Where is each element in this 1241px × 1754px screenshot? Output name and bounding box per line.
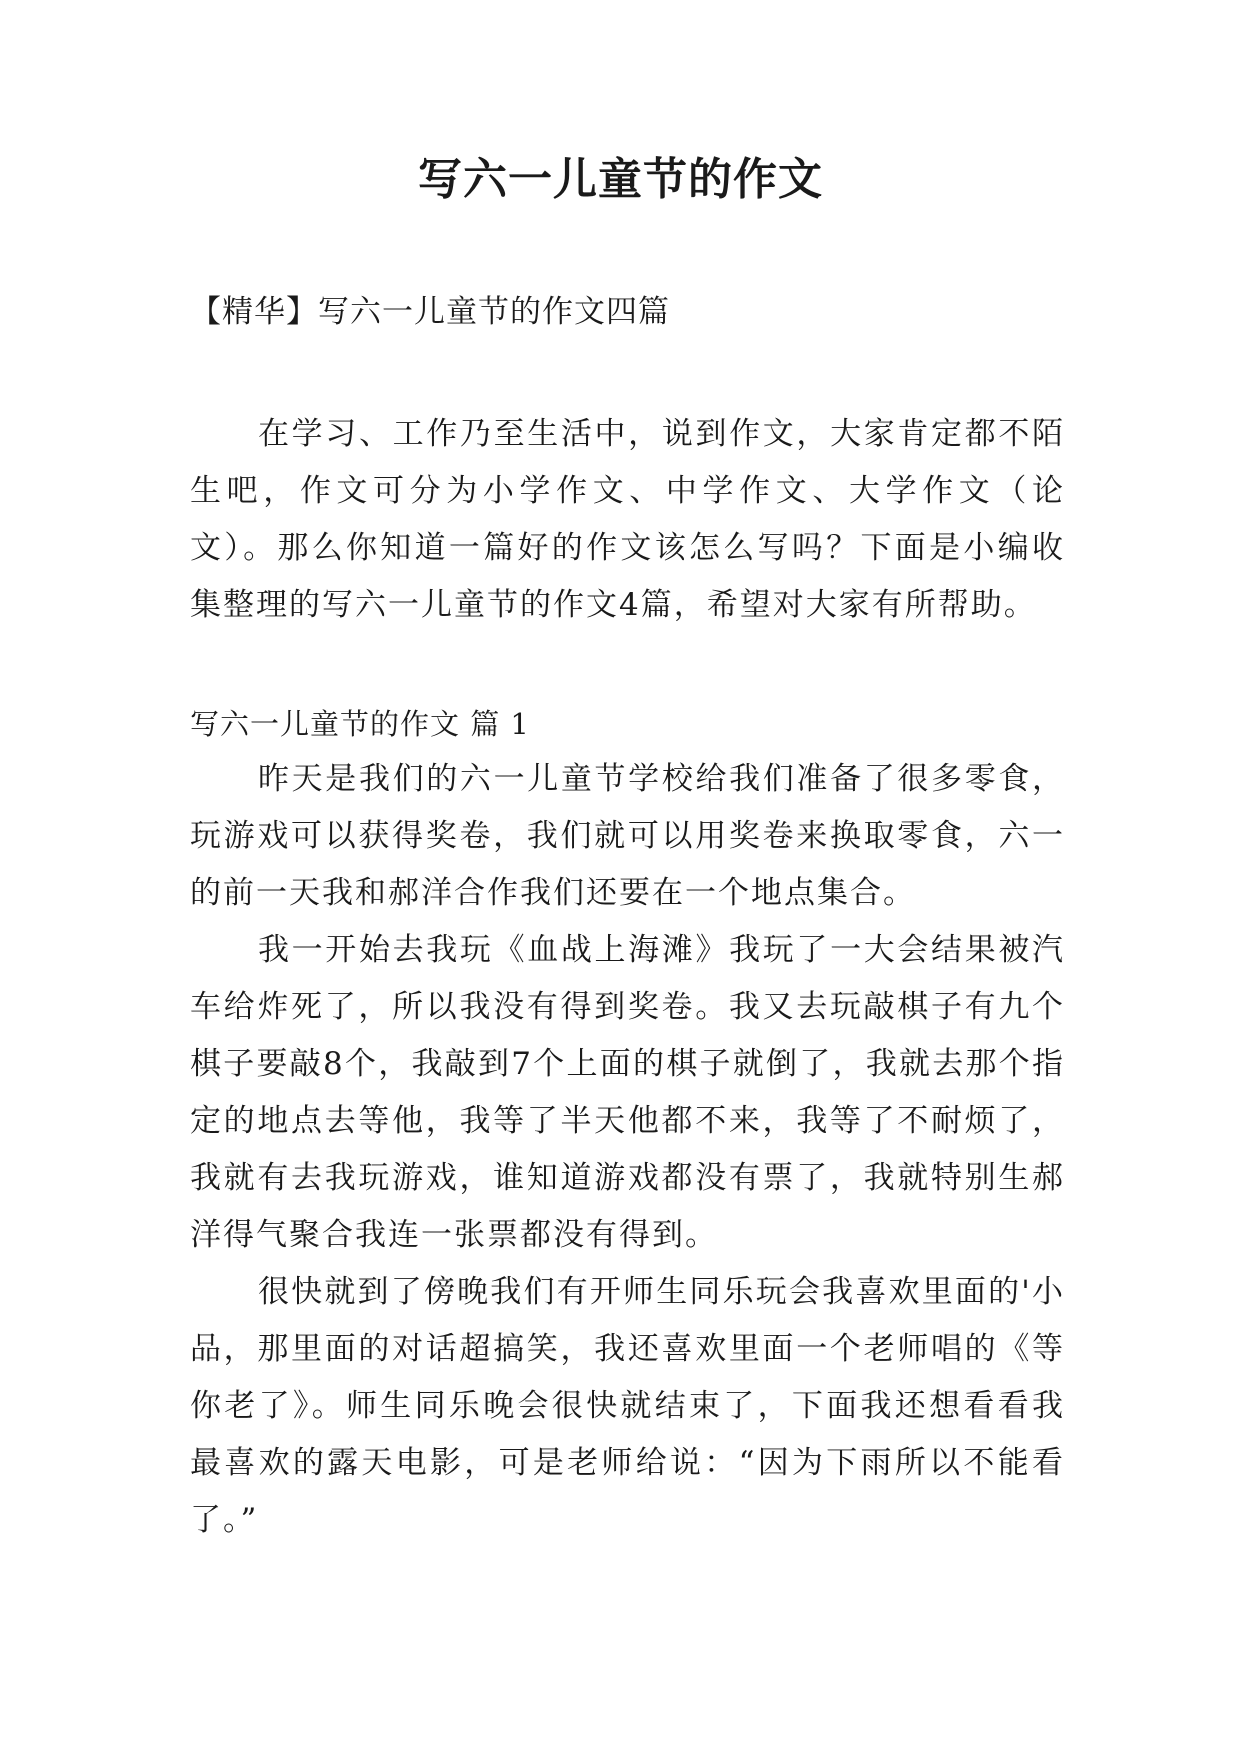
document-subtitle: 【精华】写六一儿童节的作文四篇 [190,294,670,330]
body-paragraph-3: 很快就到了傍晚我们有开师生同乐玩会我喜欢里面的'小品，那里面的对话超搞笑，我还喜欢里面一个老师唱的《等你老了》。师生同乐晚会很快就结束了，下面我还想看看我最喜欢的露天电影，可是老师给说：“因为下雨所以不能看了。” [190,1274,1065,1538]
section-heading: 写六一儿童节的作文 篇 1 [190,707,530,741]
body-paragraph-2: 我一开始去我玩《血战上海滩》我玩了一大会结果被汽车给炸死了，所以我没有得到奖卷。我又去玩敲棋子有九个棋子要敲8个，我敲到7个上面的棋子就倒了，我就去那个指定的地点去等他，我等了半天他都不来，我等了不耐烦了，我就有去我玩游戏，谁知道游戏都没有票了，我就特别生郝洋得气聚合我连一张票都没有得到。 [190,932,1065,1253]
document-title: 写六一儿童节的作文 [418,154,823,205]
body-paragraph-1: 昨天是我们的六一儿童节学校给我们准备了很多零食，玩游戏可以获得奖卷，我们就可以用奖卷来换取零食，六一的前一天我和郝洋合作我们还要在一个地点集合。 [190,761,1065,911]
intro-paragraph: 在学习、工作乃至生活中，说到作文，大家肯定都不陌生吧，作文可分为小学作文、中学作文、大学作文（论文）。那么你知道一篇好的作文该怎么写吗？下面是小编收集整理的写六一儿童节的作文4篇，希望对大家有所帮助。 [190,416,1065,623]
